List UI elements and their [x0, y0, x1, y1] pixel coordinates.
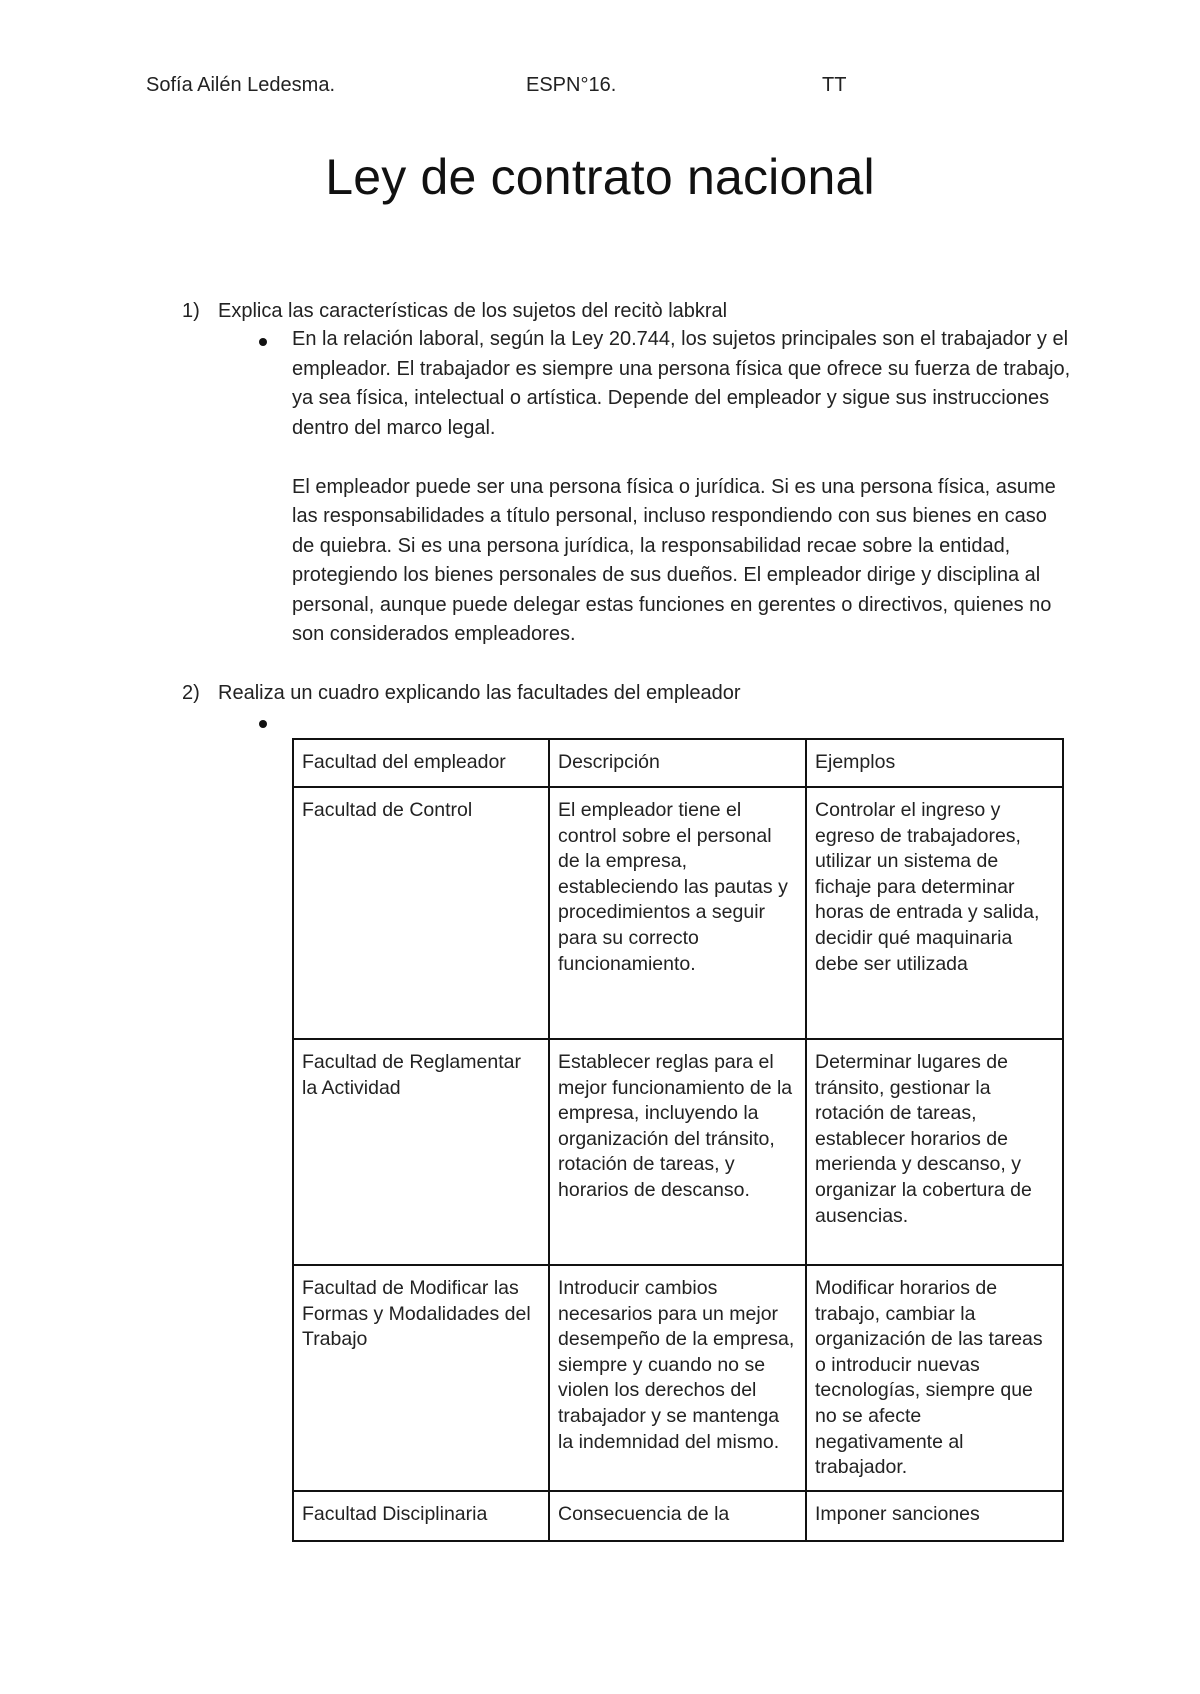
- question-1-answer: [292, 325, 1072, 650]
- question-2-text: Realiza un cuadro explicando las facultades del empleador: [218, 682, 741, 704]
- page-title: Ley de contrato nacional: [325, 149, 875, 205]
- table-cell: Facultad Disciplinaria: [293, 1491, 549, 1541]
- question-1: [182, 297, 727, 327]
- table-row: [293, 1039, 1063, 1265]
- bullet-icon: [259, 720, 267, 728]
- table-cell: Consecuencia de la: [549, 1491, 806, 1541]
- table-header-cell: Descripción: [549, 739, 806, 787]
- table-cell: Controlar el ingreso y egreso de trabajadores, utilizar un sistema de fichaje para determinar horas de entrada y salida, decidir qué maquinaria debe ser utilizada: [806, 787, 1063, 1039]
- facultades-table: [292, 738, 1064, 1542]
- table-row: [293, 1491, 1063, 1541]
- answer-paragraph-2: El empleador puede ser una persona física o jurídica. Si es una persona física, asume las responsabilidades a título personal, incluso respondiendo con sus bienes en caso de quiebra. Si es una persona jurídica, la responsabilidad recae sobre la entidad, protegiendo los bienes personales de sus dueños. El empleador dirige y disciplina al personal, aunque puede delegar estas funciones en gerentes o directivos, quienes no son considerados empleadores.: [292, 475, 1056, 645]
- table-header-row: [293, 739, 1063, 787]
- table-cell: El empleador tiene el control sobre el personal de la empresa, estableciendo las pautas y procedimientos a seguir para su correcto funcionamiento.: [549, 787, 806, 1039]
- table-cell: Determinar lugares de tránsito, gestionar la rotación de tareas, establecer horarios de merienda y descanso, y organizar la cobertura de ausencias.: [806, 1039, 1063, 1265]
- bullet-icon: [259, 338, 267, 346]
- table-cell: Facultad de Control: [293, 787, 549, 1039]
- answer-paragraph-1: En la relación laboral, según la Ley 20.744, los sujetos principales son el trabajador y el empleador. El trabajador es siempre una persona física que ofrece su fuerza de trabajo, ya sea física, intelectual o artística. Depende del empleador y sigue sus instrucciones dentro del marco legal.: [292, 328, 1071, 439]
- table-cell: Facultad de Modificar las Formas y Modalidades del Trabajo: [293, 1265, 549, 1491]
- table-row: [293, 1265, 1063, 1491]
- header-course: ESPN°16.: [526, 74, 617, 96]
- table-cell: Imponer sanciones: [806, 1491, 1063, 1541]
- table-cell: Modificar horarios de trabajo, cambiar la organización de las tareas o introducir nuevas tecnologías, siempre que no se afecte negativamente al trabajador.: [806, 1265, 1063, 1491]
- question-1-text: Explica las características de los sujetos del recitò labkral: [218, 300, 728, 322]
- question-2-number: 2): [182, 682, 200, 704]
- table-row: [293, 787, 1063, 1039]
- table-cell: Facultad de Reglamentar la Actividad: [293, 1039, 549, 1265]
- question-1-number: 1): [182, 300, 200, 322]
- header-subject: TT: [822, 74, 847, 96]
- table-header-cell: Facultad del empleador: [293, 739, 549, 787]
- table-cell: Establecer reglas para el mejor funcionamiento de la empresa, incluyendo la organización del tránsito, rotación de tareas, y horarios de descanso.: [549, 1039, 806, 1265]
- question-2: [182, 679, 741, 709]
- table-cell: Introducir cambios necesarios para un mejor desempeño de la empresa, siempre y cuando no se violen los derechos del trabajador y se mantenga la indemnidad del mismo.: [549, 1265, 806, 1491]
- header-author: Sofía Ailén Ledesma.: [146, 74, 336, 96]
- table-header-cell: Ejemplos: [806, 739, 1063, 787]
